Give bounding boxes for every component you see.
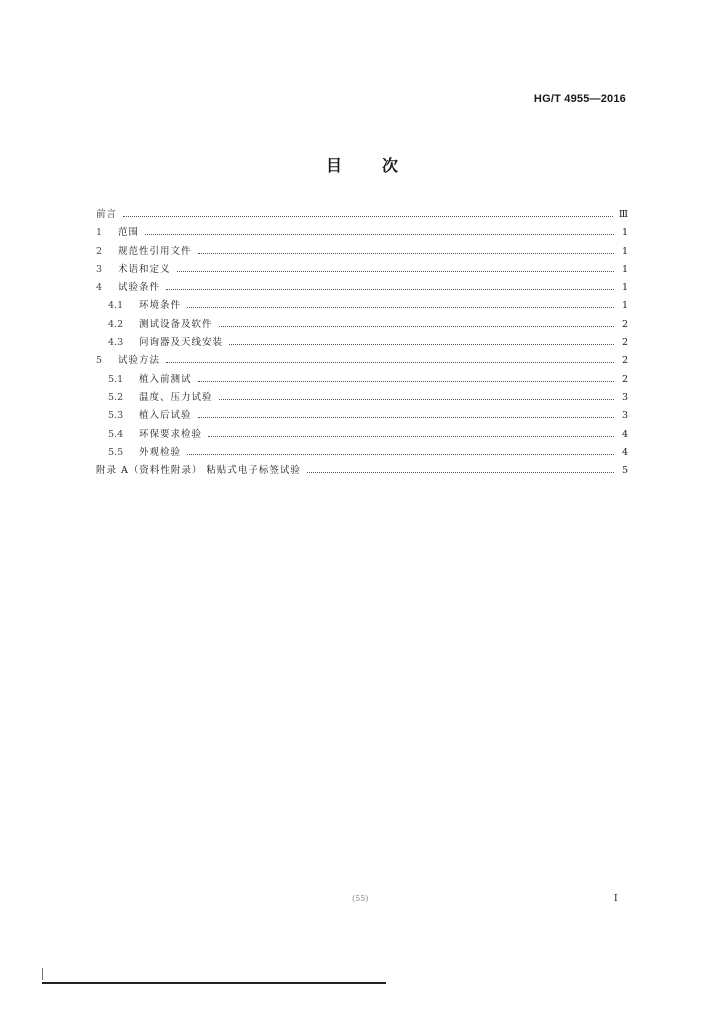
toc-entry <box>96 462 628 480</box>
toc-entry <box>96 297 628 315</box>
toc-entry <box>96 279 628 297</box>
toc-entry-label: 测试设备及软件 <box>139 318 213 330</box>
page-title: 目次 <box>325 156 438 175</box>
toc-leader-dots <box>198 252 614 254</box>
toc-leader-dots <box>219 325 614 327</box>
toc-entry <box>96 407 628 425</box>
toc-entry-label: 问询器及天线安装 <box>139 337 224 349</box>
toc-leader-dots <box>177 270 614 272</box>
toc-entry-label: 规范性引用文件 <box>118 245 192 257</box>
toc-entry-label: 前言 <box>96 209 118 220</box>
toc-entry-page: 4 <box>621 446 628 458</box>
toc-entry-number: 5.4 <box>108 428 124 440</box>
toc-entry-number: 5.3 <box>108 410 124 422</box>
toc-entry-label: 附录 A（资料性附录） 粘贴式电子标签试验 <box>96 465 301 477</box>
toc-entry <box>96 224 628 242</box>
toc-leader-dots <box>307 471 614 473</box>
toc-entry <box>96 243 628 261</box>
toc-entry-number: 2 <box>96 245 103 257</box>
toc-entry <box>96 261 628 279</box>
toc-leader-dots <box>198 416 614 418</box>
toc-leader-dots <box>123 215 613 217</box>
toc-entry-number: 4 <box>96 282 103 294</box>
toc-entry-page: 1 <box>621 263 628 275</box>
toc-entry-page: 2 <box>621 373 628 385</box>
toc-entry <box>96 334 628 352</box>
toc-leader-dots <box>208 435 614 437</box>
toc-leader-dots <box>166 288 614 290</box>
toc-entry-number: 5.1 <box>108 373 124 385</box>
toc-entry <box>96 316 628 334</box>
toc-entry-label: 试验条件 <box>118 282 161 294</box>
toc-entry-page: 1 <box>621 227 628 239</box>
bottom-tick-mark <box>42 968 43 980</box>
toc-entry-page: 2 <box>621 355 628 367</box>
toc-entry-number: 5 <box>96 355 103 367</box>
toc-entry-label: 外观检验 <box>139 446 182 458</box>
toc-entry-page: 5 <box>621 465 628 477</box>
toc-entry-number: 3 <box>96 263 103 275</box>
toc-leader-dots <box>166 361 614 363</box>
bottom-rule <box>42 982 386 984</box>
toc-entry-label: 植入前测试 <box>139 373 192 385</box>
toc-entry <box>96 444 628 462</box>
standard-code: HG/T 4955—2016 <box>533 93 626 105</box>
page-number: I <box>614 894 618 904</box>
toc-leader-dots <box>229 343 614 345</box>
toc-entry-page: 3 <box>621 391 628 403</box>
toc-entry <box>96 352 628 370</box>
toc-entry-number: 5.5 <box>108 446 124 458</box>
toc-entry-page: 2 <box>621 337 628 349</box>
toc-entry-number: 1 <box>96 227 103 239</box>
toc-entry-label: 试验方法 <box>118 355 161 367</box>
toc-entry-label: 环保要求检验 <box>139 428 203 440</box>
toc-entry <box>96 389 628 407</box>
toc-leader-dots <box>145 233 614 235</box>
toc-entry <box>96 426 628 444</box>
toc-entry-page: 4 <box>621 428 628 440</box>
toc-entry-page: 1 <box>621 282 628 294</box>
toc-entry <box>96 371 628 389</box>
toc-entry-page: 1 <box>621 245 628 257</box>
toc-entry-label: 范围 <box>118 227 140 239</box>
toc-entry-label: 环境条件 <box>139 300 182 312</box>
toc-entry-label: 术语和定义 <box>118 263 171 275</box>
toc-entry-label: 植入后试验 <box>139 410 192 422</box>
table-of-contents <box>96 206 628 480</box>
toc-entry-number: 4.2 <box>108 318 124 330</box>
toc-entry-page: 3 <box>621 410 628 422</box>
toc-entry-label: 温度、压力试验 <box>139 391 213 403</box>
toc-leader-dots <box>187 453 614 455</box>
toc-leader-dots <box>198 380 614 382</box>
toc-entry <box>96 206 628 224</box>
footer-mark: (55) <box>352 894 369 903</box>
toc-leader-dots <box>219 398 614 400</box>
toc-entry-number: 5.2 <box>108 391 124 403</box>
toc-entry-page: 1 <box>621 300 628 312</box>
toc-entry-page: Ⅲ <box>618 209 628 220</box>
toc-entry-number: 4.1 <box>108 300 124 312</box>
toc-entry-number: 4.3 <box>108 337 124 349</box>
toc-leader-dots <box>187 306 614 308</box>
toc-entry-page: 2 <box>621 318 628 330</box>
